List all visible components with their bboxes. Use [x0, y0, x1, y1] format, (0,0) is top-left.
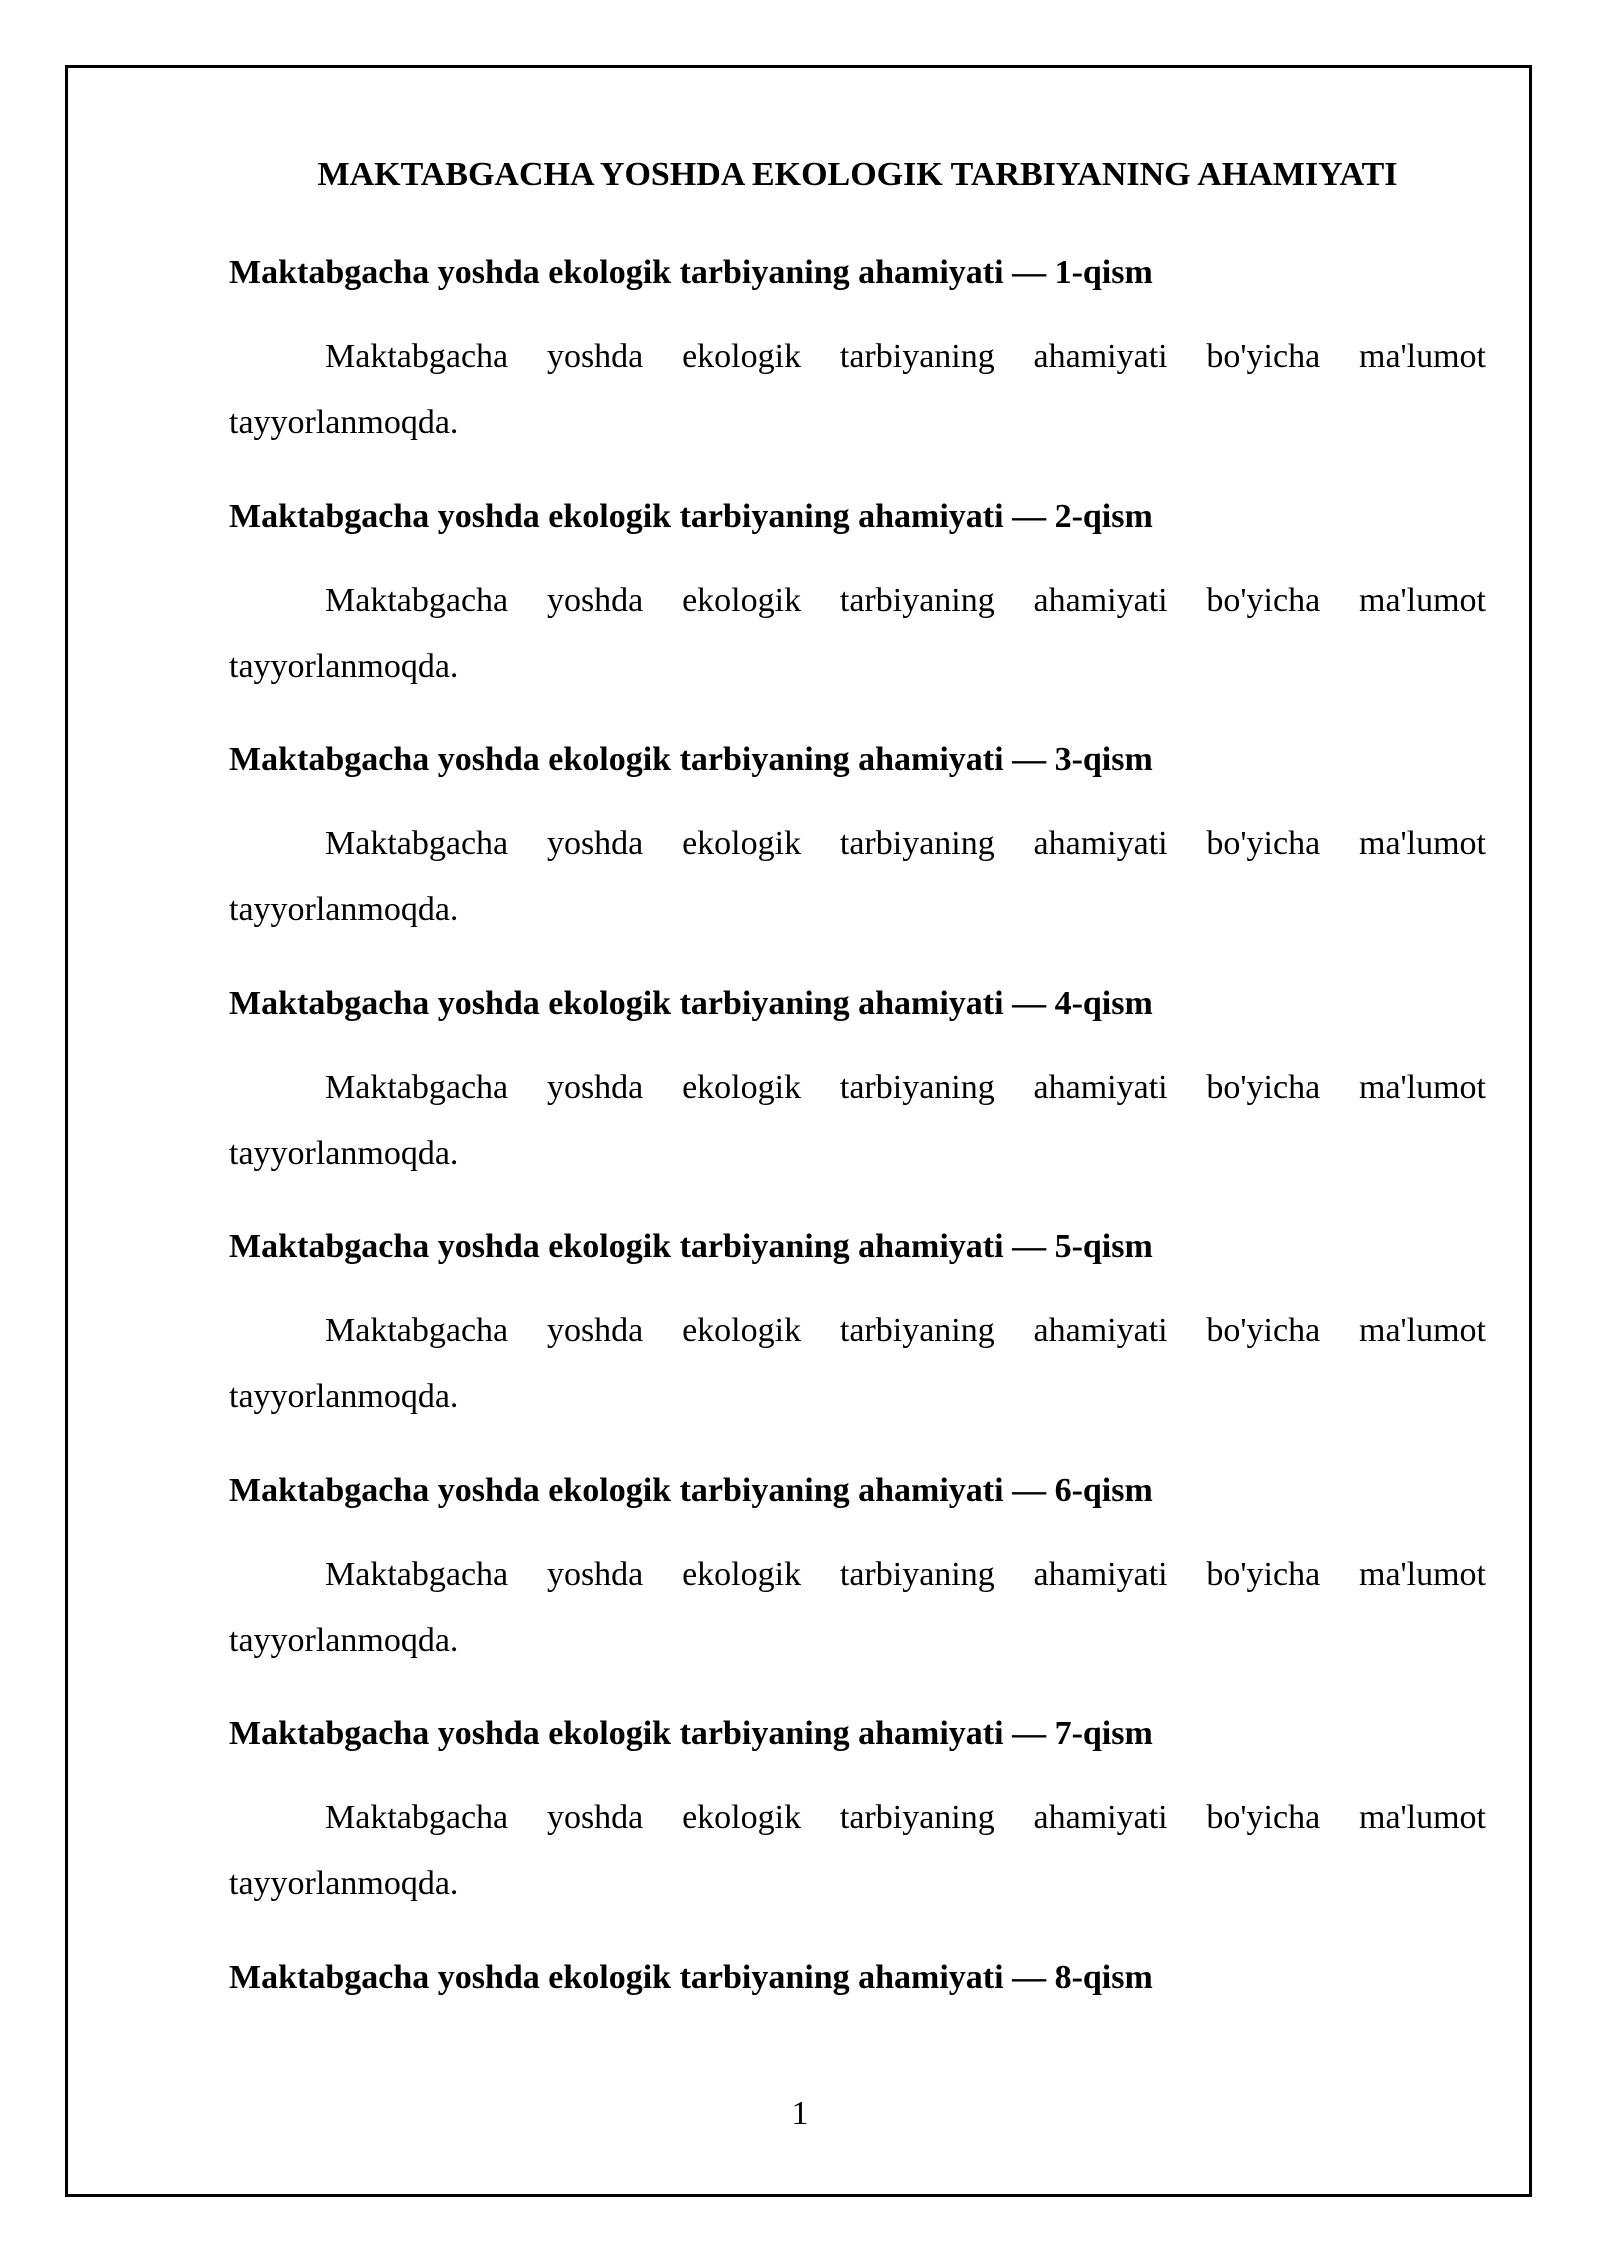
section-heading: Maktabgacha yoshda ekologik tarbiyaning ahamiyati — 5-qism — [229, 1228, 1153, 1265]
section-heading: Maktabgacha yoshda ekologik tarbiyaning ahamiyati — 7-qism — [229, 1715, 1153, 1752]
section-heading: Maktabgacha yoshda ekologik tarbiyaning ahamiyati — 4-qism — [229, 984, 1153, 1022]
section-body: Maktabgacha yoshda ekologik tarbiyaning ahamiyati bo'yicha ma'lumot tayyorlanmoqda. — [229, 825, 1486, 928]
section-heading: Maktabgacha yoshda ekologik tarbiyaning ahamiyati — 3-qism — [229, 741, 1153, 778]
section — [229, 1466, 1486, 1710]
section — [229, 248, 1486, 492]
page-number: 1 — [791, 2095, 809, 2132]
section-body: Maktabgacha yoshda ekologik tarbiyaning ahamiyati bo'yicha ma'lumot tayyorlanmoqda. — [229, 1799, 1486, 1902]
document-title: MAKTABGACHA YOSHDA EKOLOGIK TARBIYANING AHAMIYATI — [317, 156, 1398, 193]
section — [229, 1222, 1486, 1466]
section-body: Maktabgacha yoshda ekologik tarbiyaning ahamiyati bo'yicha ma'lumot tayyorlanmoqda. — [229, 338, 1486, 441]
section — [229, 979, 1486, 1223]
section — [229, 1953, 1486, 2197]
section-body: Maktabgacha yoshda ekologik tarbiyaning ahamiyati bo'yicha ma'lumot tayyorlanmoqda. — [229, 1068, 1486, 1172]
section-heading: Maktabgacha yoshda ekologik tarbiyaning ahamiyati — 6-qism — [229, 1471, 1153, 1509]
section — [229, 1709, 1486, 1953]
section-body: Maktabgacha yoshda ekologik tarbiyaning ahamiyati bo'yicha ma'lumot tayyorlanmoqda. — [229, 1555, 1486, 1659]
section-heading: Maktabgacha yoshda ekologik tarbiyaning ahamiyati — 8-qism — [229, 1958, 1153, 1996]
section-body: Maktabgacha yoshda ekologik tarbiyaning ahamiyati bo'yicha ma'lumot tayyorlanmoqda. — [229, 581, 1486, 685]
section-heading: Maktabgacha yoshda ekologik tarbiyaning ahamiyati — 1-qism — [229, 254, 1153, 291]
section-heading: Maktabgacha yoshda ekologik tarbiyaning ahamiyati — 2-qism — [229, 497, 1153, 535]
document-sections — [229, 248, 1486, 2196]
section-body: Maktabgacha yoshda ekologik tarbiyaning ahamiyati bo'yicha ma'lumot tayyorlanmoqda. — [229, 1312, 1486, 1415]
section — [229, 492, 1486, 736]
section — [229, 735, 1486, 979]
